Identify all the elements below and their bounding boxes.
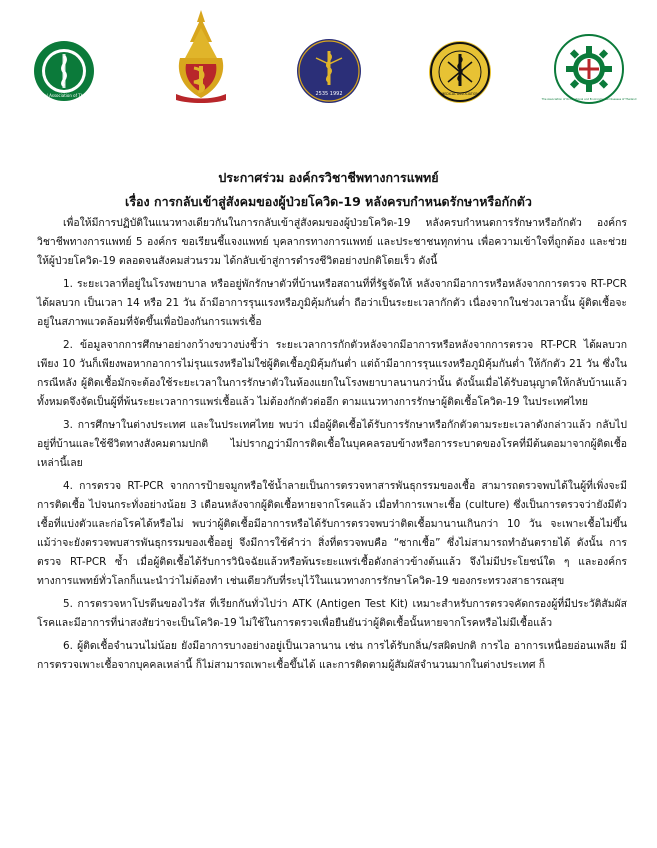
gold-medical-logo [428, 40, 492, 104]
intro-paragraph: เพื่อให้มีการปฏิบัติในแนวทางเดียวกันในการกลับเข้าสู่สังคมของผู้ป่วยโควิด-19 หลังครบกำหนดการรักษาหรือกักตัว องค์กรวิชาชีพทางการแพทย์ 5 องค์กร ขอเรียนชี้แจงแพทย์ บุคลากรทางการแพทย์ และประชาชนทุกท่าน เพื่อความเข้าใจที่ถูกต้อง และช่วยให้ผู้ป่วยโควิด-19 ตลอดจนสังคมส่วนรวม ได้กลับเข้าสู่การดำรงชีวิตอย่างปกติโดยเร็ว ดังนี้ [37, 217, 627, 267]
navy-association-logo [296, 38, 362, 104]
announcement-body [37, 214, 627, 679]
logo-4-text: MEDICAL ASSOCIATION [441, 92, 479, 96]
item-6: 6. ผู้ติดเชื้อจำนวนไม่น้อย ยังมีอาการบางอย่างอยู่เป็นเวลานาน เช่น การได้รับกลิ่น/รสผิดปกติ การไอ อาการเหนื่อยอ่อนเพลีย มีการตรวจเพาะเชื้อจากบุคคลเหล่านี้ ก็ไม่สามารถเพาะเชื้อขึ้นได้ และการติดตามผู้สัมผัสจำนวนมากในต่างประเทศ ก็ [37, 640, 627, 671]
logo-3-text: 2535 1992 [315, 91, 343, 97]
logo-row [0, 0, 657, 130]
announcement-heading: ประกาศร่วม องค์กรวิชาชีพทางการแพทย์ [218, 170, 439, 185]
item-1: 1. ระยะเวลาที่อยู่ในโรงพยาบาล หรืออยู่พักรักษาตัวที่บ้านหรือสถานที่ที่รัฐจัดให้ หลังจากมีอาการหรือหลังจากการตรวจ RT-PCR ได้ผลบวก เป็นเวลา 14 หรือ 21 วัน ถ้ามีอาการรุนแรงหรือภูมิคุ้มกันต่ำ ถือว่าเป็นระยะเวลากักตัว เนื่องจากในช่วงเวลานั้น ผู้ติดเชื้อจะอยู่ในสภาพแวดล้อมที่จัดขึ้นเพื่อป้องกันการแพร่เชื้อ [37, 278, 627, 328]
royal-crest-logo [172, 8, 230, 104]
logo-5-text: The Association of Occupational and Environmental Diseases of Thailand [541, 98, 637, 101]
item-2: 2. ข้อมูลจากการศึกษาอย่างกว้างขวางบ่งชี้ว่า ระยะเวลาการกักตัวหลังจากมีอาการหรือหลังจากการตรวจ RT-PCR ได้ผลบวกเพียง 10 วันก็เพียงพอหากอาการไม่รุนแรงหรือไม่ใช่ผู้ติดเชื้อภูมิคุ้มกันต่ำ แต่ถ้ามีอาการรุนแรงหรือภูมิคุ้มกันต่ำ ให้กักตัว 21 วัน ซึ่งในกรณีหลัง ผู้ติดเชื้อมักจะต้องใช้ระยะเวลาในการรักษาตัวในห้องแยกในโรงพยาบาลนานกว่านั้น ดังนั้นเมื่อได้รับอนุญาตให้กลับบ้านแล้ว ทั้งหมดจึงจัดเป็นผู้ที่พ้นระยะเวลาการแพร่เชื้อแล้ว ไม่ต้องกักตัวต่ออีก ตามแนวทางการรักษาผู้ติดเชื้อโควิด-19 ในประเทศไทย [37, 339, 627, 408]
announcement-title [0, 166, 657, 214]
item-3: 3. การศึกษาในต่างประเทศ และในประเทศไทย พบว่า เมื่อผู้ติดเชื้อได้รับการรักษาหรือกักตัวตามระยะเวลาดังกล่าวแล้ว กลับไปอยู่ที่บ้านและใช้ชีวิตทางสังคมตามปกติ ไม่ปรากฏว่ามีการติดเชื้อในบุคคลรอบข้างหรือการระบาดของโรคที่มีต้นตอมาจากผู้ติดเชื้อเหล่านี้เลย [37, 419, 627, 469]
medical-association-logo [33, 40, 95, 102]
occupational-medicine-logo [541, 34, 637, 104]
logo-1-text: Medical Association of Thailand [32, 93, 96, 98]
announcement-subject: เรื่อง การกลับเข้าสู่สังคมของผู้ป่วยโควิด-19 หลังครบกำหนดรักษาหรือกักตัว [125, 194, 532, 209]
item-4: 4. การตรวจ RT-PCR จากการป้ายจมูกหรือใช้น้ำลายเป็นการตรวจหาสารพันธุกรรมของเชื้อ สามารถตรวจพบได้ในผู้ที่เพิ่งจะมีการติดเชื้อ ไปจนกระทั่งอย่างน้อย 3 เดือนหลังจากผู้ติดเชื้อหายจากโรคแล้ว เมื่อทำการเพาะเชื้อ (culture) ซึ่งเป็นการตรวจว่ายังมีตัวเชื้อที่แบ่งตัวและก่อโรคได้หรือไม่ พบว่าผู้ติดเชื้อมีอาการหรือได้รับการตรวจพบว่าติดเชื้อมานานเกินกว่า 10 วัน จะเพาะเชื้อไม่ขึ้น แม้ว่าจะยังตรวจพบสารพันธุกรรมของเชื้ออยู่ จึงมีการใช้คำว่า สิ่งที่ตรวจพบคือ “ซากเชื้อ” ซึ่งไม่สามารถทำอันตรายได้ ดังนั้น การตรวจ RT-PCR ซ้ำ เมื่อผู้ติดเชื้อได้รับการวินิจฉัยแล้วหรือพ้นระยะแพร่เชื้อดังกล่าวข้างต้นแล้ว จึงไม่มีประโยชน์ใด ๆ และองค์กรทางการแพทย์ทั่วโลกก็แนะนำว่าไม่ต้องทำ เช่นเดียวกับที่ระบุไว้ในแนวทางการรักษาโควิด-19 ของกระทรวงสาธารณสุข [37, 480, 627, 587]
item-5: 5. การตรวจหาโปรตีนของไวรัส ที่เรียกกันทั่วไปว่า ATK (Antigen Test Kit) เหมาะสำหรับการตรวจคัดกรองผู้ที่มีประวัติสัมผัสโรคและมีอาการที่น่าสงสัยว่าจะเป็นโควิด-19 ไม่ใช้ในการตรวจเพื่อยืนยันว่าผู้ติดเชื้อนั้นหายจากโรคหรือไม่มีเชื้อแล้ว [37, 598, 627, 629]
